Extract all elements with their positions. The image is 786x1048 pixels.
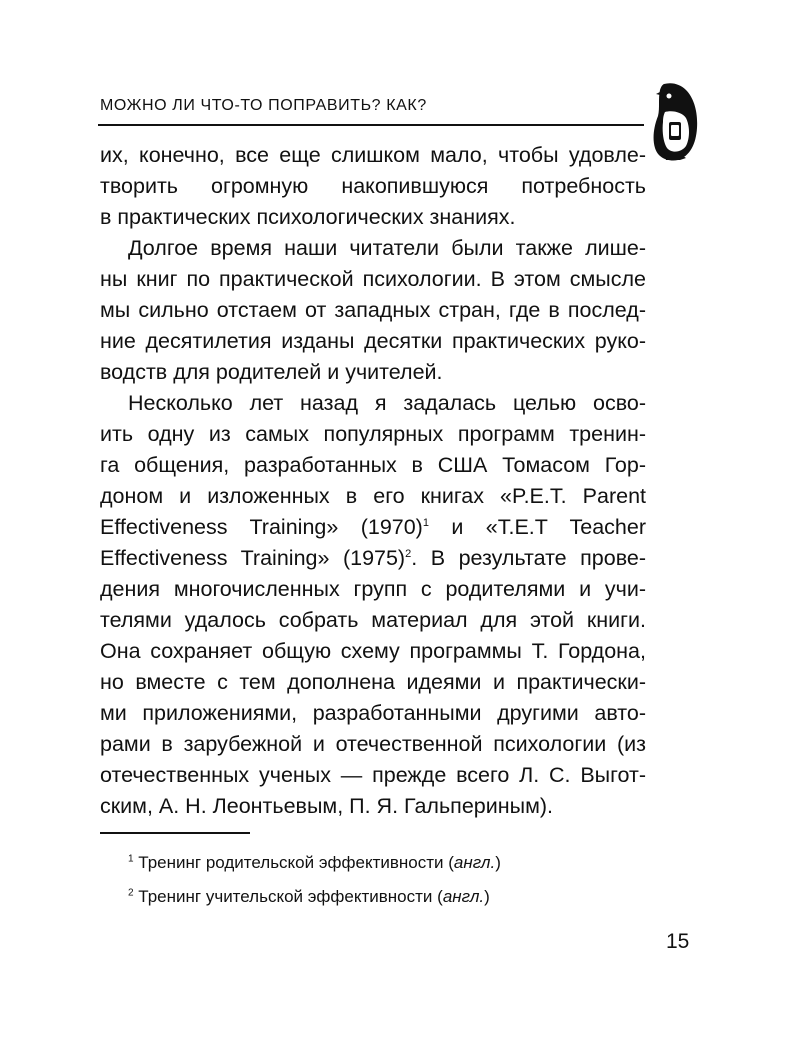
footnote-text: Тренинг учительской эффективности ( xyxy=(138,887,443,906)
penguin-icon xyxy=(650,82,700,162)
footnotes xyxy=(128,846,501,914)
text-line: рами в зарубежной и отечественной психологии (из xyxy=(100,732,646,756)
text-line: га общения, разработанных в США Томасом Гор- xyxy=(100,453,646,477)
footnote-text: Тренинг родительской эффективности ( xyxy=(138,853,454,872)
footnote-ref-1[interactable]: 1 xyxy=(422,516,429,529)
text-line: отечественных ученых — прежде всего Л. С. Выгот- xyxy=(100,763,646,787)
text-line: дения многочисленных групп с родителями и учи- xyxy=(100,577,646,601)
footnote-lang: англ. xyxy=(453,853,496,872)
footnote-2 xyxy=(128,880,501,914)
page-number: 15 xyxy=(666,930,690,953)
body-text xyxy=(100,140,646,822)
running-head: МОЖНО ЛИ ЧТО-ТО ПОПРАВИТЬ? КАК? xyxy=(100,97,427,114)
text-line: телями удалось собрать материал для этой книги. xyxy=(100,608,646,632)
text-line: в практических психологических знаниях. xyxy=(100,205,516,229)
text-fragment: . В результате прове- xyxy=(411,546,646,570)
text-line xyxy=(100,543,646,574)
text-line: мы сильно отстаем от западных стран, где в послед‑ xyxy=(100,298,646,322)
footnote-rule xyxy=(100,832,250,834)
text-line: ить одну из самых популярных программ тренин- xyxy=(100,422,646,446)
text-line: творить огромную накопившуюся потребность xyxy=(100,174,646,198)
text-line: ние десятилетия изданы десятки практических руко- xyxy=(100,329,646,353)
footnote-close: ) xyxy=(484,887,490,906)
text-line: но вместе с тем дополнена идеями и практически- xyxy=(100,670,646,694)
text-line: Она сохраняет общую схему программы Т. Гордона, xyxy=(100,639,646,663)
text-line: Долгое время наши читатели были также лише- xyxy=(128,236,646,260)
text-line: ским, А. Н. Леонтьевым, П. Я. Гальпериным). xyxy=(100,794,553,818)
text-line: ны книг по практической психологии. В этом смысле xyxy=(100,267,646,291)
header-rule xyxy=(98,124,644,126)
footnote-lang: англ. xyxy=(442,887,485,906)
footnote-close: ) xyxy=(495,853,501,872)
text-fragment: и «T.E.T Teacher xyxy=(451,515,646,539)
text-line: ми приложениями, разработанными другими авто- xyxy=(100,701,646,725)
text-line: водств для родителей и учителей. xyxy=(100,360,443,384)
footnote-mark: 1 xyxy=(128,853,134,865)
text-line: доном и изложенных в его книгах «P.E.T. Parent xyxy=(100,484,646,508)
text-fragment: Effectiveness Training» (1970) xyxy=(100,515,423,539)
footnote-1 xyxy=(128,846,501,880)
footnote-mark: 2 xyxy=(128,887,134,899)
text-line: их, конечно, все еще слишком мало, чтобы удовле- xyxy=(100,143,646,167)
text-line: Несколько лет назад я задалась целью осво- xyxy=(128,391,646,415)
footnote-ref-2[interactable]: 2 xyxy=(405,547,412,560)
text-line xyxy=(100,512,646,543)
text-fragment: Effectiveness Training» (1975) xyxy=(100,546,406,570)
